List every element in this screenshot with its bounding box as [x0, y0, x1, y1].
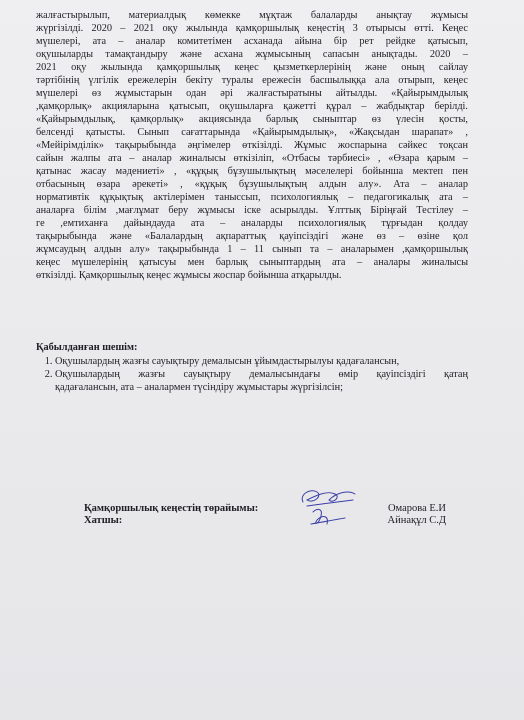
- body-line: қатынас жасау мәдениеті» , «құқық бұзушылықтың мәселелері бойынша мектеп пен: [36, 166, 468, 177]
- body-line: кеңес мүшелерінің қатысуы мен барлық сыныптардың ата – аналары жиналысы: [36, 257, 468, 268]
- signature-block: [84, 503, 446, 527]
- decision-item: [55, 355, 468, 368]
- body-line: мүшелері, ата – аналар комитетімен асханада айына бір рет рейдке қатысып,: [36, 36, 468, 47]
- signature-row-secretary: [84, 515, 446, 527]
- decision-item-line: 2. Оқушылардың жазғы сауықтыру демалысындағы өмір қауіпсіздігі қатаң: [55, 369, 468, 380]
- body-paragraph: [36, 9, 468, 282]
- body-line: оқушыларды тамақтандыру және асхана жұмысының сапасын анықтады. 2020 –: [36, 49, 468, 60]
- body-line: «Қайырымдылық, қамқорлық» акциясында барлық сыныптар өз үлесін қосты,: [36, 114, 468, 125]
- signature-name: Омарова Е.И: [387, 503, 446, 514]
- body-line: жүргізілді. 2020 – 2021 оқу жылында қамқоршылық кеңестің 3 отырысы өтті. Кеңес: [36, 23, 468, 34]
- decision-heading: Қабылданған шешім:: [36, 342, 138, 353]
- body-line: нормативтік құқықтық актілерімен таныссып, психологиялық – педагогикалық ата –: [36, 192, 468, 203]
- body-line: тақырыбында және «Балалардың ақпараттық қауіпсіздігі және өз – өзіне қол: [36, 231, 468, 242]
- decision-item-line: 1. Оқушылардың жазғы сауықтыру демалысын ұйымдастырылуы қадағалансын,: [55, 356, 400, 367]
- body-line: мүшелері өз жұмыстарын одан әрі жалғастыратыны айтылды. «Қайырымдылық: [36, 88, 468, 99]
- decision-item: [55, 368, 468, 394]
- body-line: жалғастырылып, материалдық көмекке мұқтаж балаларды анықтау жұмысы: [36, 10, 468, 21]
- signature-row-chair: [84, 503, 446, 515]
- body-line: сайын жалпы ата – аналар жиналысы өткізіліп, «Отбасы тәрбиесі» , «Өзара қарым –: [36, 153, 468, 164]
- decision-list: [36, 355, 468, 394]
- body-line: отбасының өзара әрекеті» , «құқық бұзушылықтың алдын алу». Ата – аналар: [36, 179, 468, 190]
- body-line: жұмсаудың алдын алу» тақырыбында 1 – 11 сынып та – аналарымен ,қамқоршылық: [36, 244, 468, 255]
- signature-role: Қамқоршылық кеңестің төрайымы:: [84, 503, 259, 514]
- body-line: ге ,емтиханға дайындауда ата – аналарды психологиялық тұрғыдан қолдау: [36, 218, 468, 229]
- body-line: тәртібінің үлгілік ережелерін бекіту туралы ережесін басшылыққа ала отырып, кеңес: [36, 75, 468, 86]
- signature-name: Айнақұл С.Д: [387, 515, 446, 526]
- decision-section: [36, 341, 468, 394]
- decision-item-line: қадағалансын, ата – аналармен түсіндіру жұмыстары жүргізілсін;: [55, 382, 343, 393]
- body-line: белсенді қатысты. Сынып сағаттарында «Қайырымдылық», «Жақсыдан шарапат» ,: [36, 127, 468, 138]
- body-line: «Мейірімділік» тақырыбында әңгімелер өткізілді. Жұмыс жоспарына сәйкес тоқсан: [36, 140, 468, 151]
- body-line: ,қамқорлық» акцияларына қатысып, оқушыларға қажетті құрал – жабдықтар берілді.: [36, 101, 468, 112]
- body-line: аналарға білім ,мағлұмат беру жұмысы іске асырылды. Ұлттық Біріңғай Тестілеу –: [36, 205, 468, 216]
- signature-role: Хатшы:: [84, 515, 123, 526]
- body-line: өткізілді. Қамқоршылық кеңес жұмысы жоспар бойынша атқарылды.: [36, 270, 342, 281]
- body-line: 2021 оқу жылында қамқоршылық кеңес қызметкерлерінің және оның сайлау: [36, 62, 468, 73]
